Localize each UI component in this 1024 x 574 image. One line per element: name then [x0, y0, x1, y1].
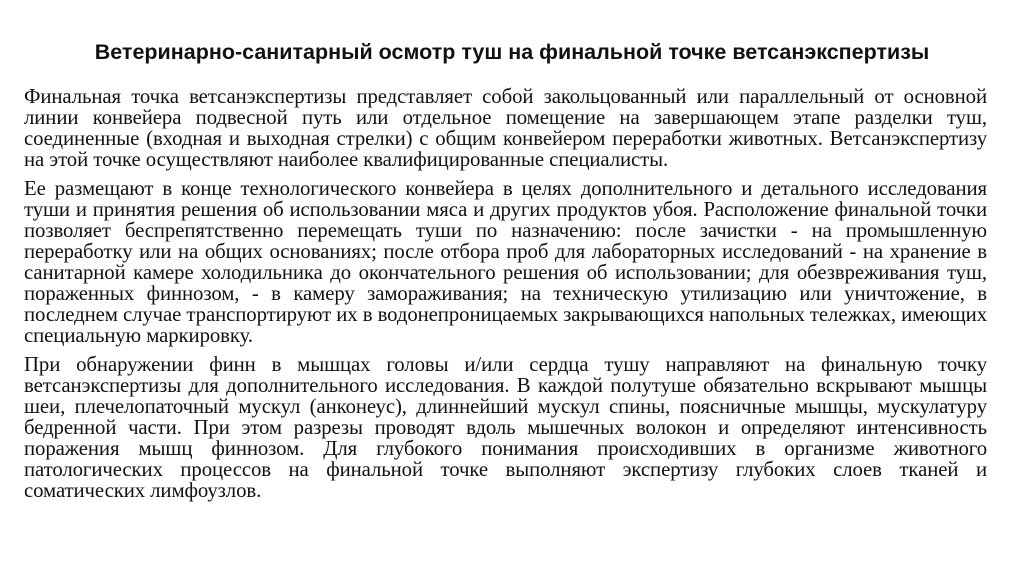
paragraph-final-point-placement: Ее размещают в конце технологического конвейера в целях дополнительного и детального исследования туши и принятия решения об использовании мяса и других продуктов убоя. Расположение финальной точки позволяет беспрепятственно перемещать туши по назначению: после зачистки - на промышленную переработку или на общих основаниях; после отбора проб для лабораторных исследований - на хранение в санитарной камере холодильника до окончательного решения об использовании; для обезвреживания туш, пораженных финнозом, - в камеру замораживания; на техническую утилизацию или уничтожение, в последнем случае транспортируют их в водонепроницаемых закрывающихся напольных тележках, имеющих специальную маркировку. — [24, 177, 987, 347]
paragraph-final-point-definition: Финальная точка ветсанэкспертизы представляет собой закольцованный или параллельный от основной линии конвейера подвесной путь или отдельное помещение на завершающем этапе разделки туш, соединенные (входная и выходная стрелки) с общим конвейером переработки животных. Ветсанэкспертизу на этой точке осуществляют наиболее квалифицированные специалисты. — [24, 85, 987, 171]
slide-body — [24, 86, 987, 509]
slide-title: Ветеринарно-санитарный осмотр туш на финальной точке ветсанэкспертизы — [94, 40, 930, 64]
paragraph-finn-detection: При обнаружении финн в мышцах головы и/или сердца тушу направляют на финальную точку ветсанэкспертизы для дополнительного исследования. В каждой полутуше обязательно вскрывают мышцы шеи, плечелопаточный мускул (анконеус), длиннейший мускул спины, поясничные мышцы, мускулатуру бедренной части. При этом разрезы проводят вдоль мышечных волокон и определяют интенсивность поражения мышц финнозом. Для глубокого понимания происходивших в организме животного патологических процессов на финальной точке выполняют экспертизу глубоких слоев тканей и соматических лимфоузлов. — [24, 353, 987, 502]
